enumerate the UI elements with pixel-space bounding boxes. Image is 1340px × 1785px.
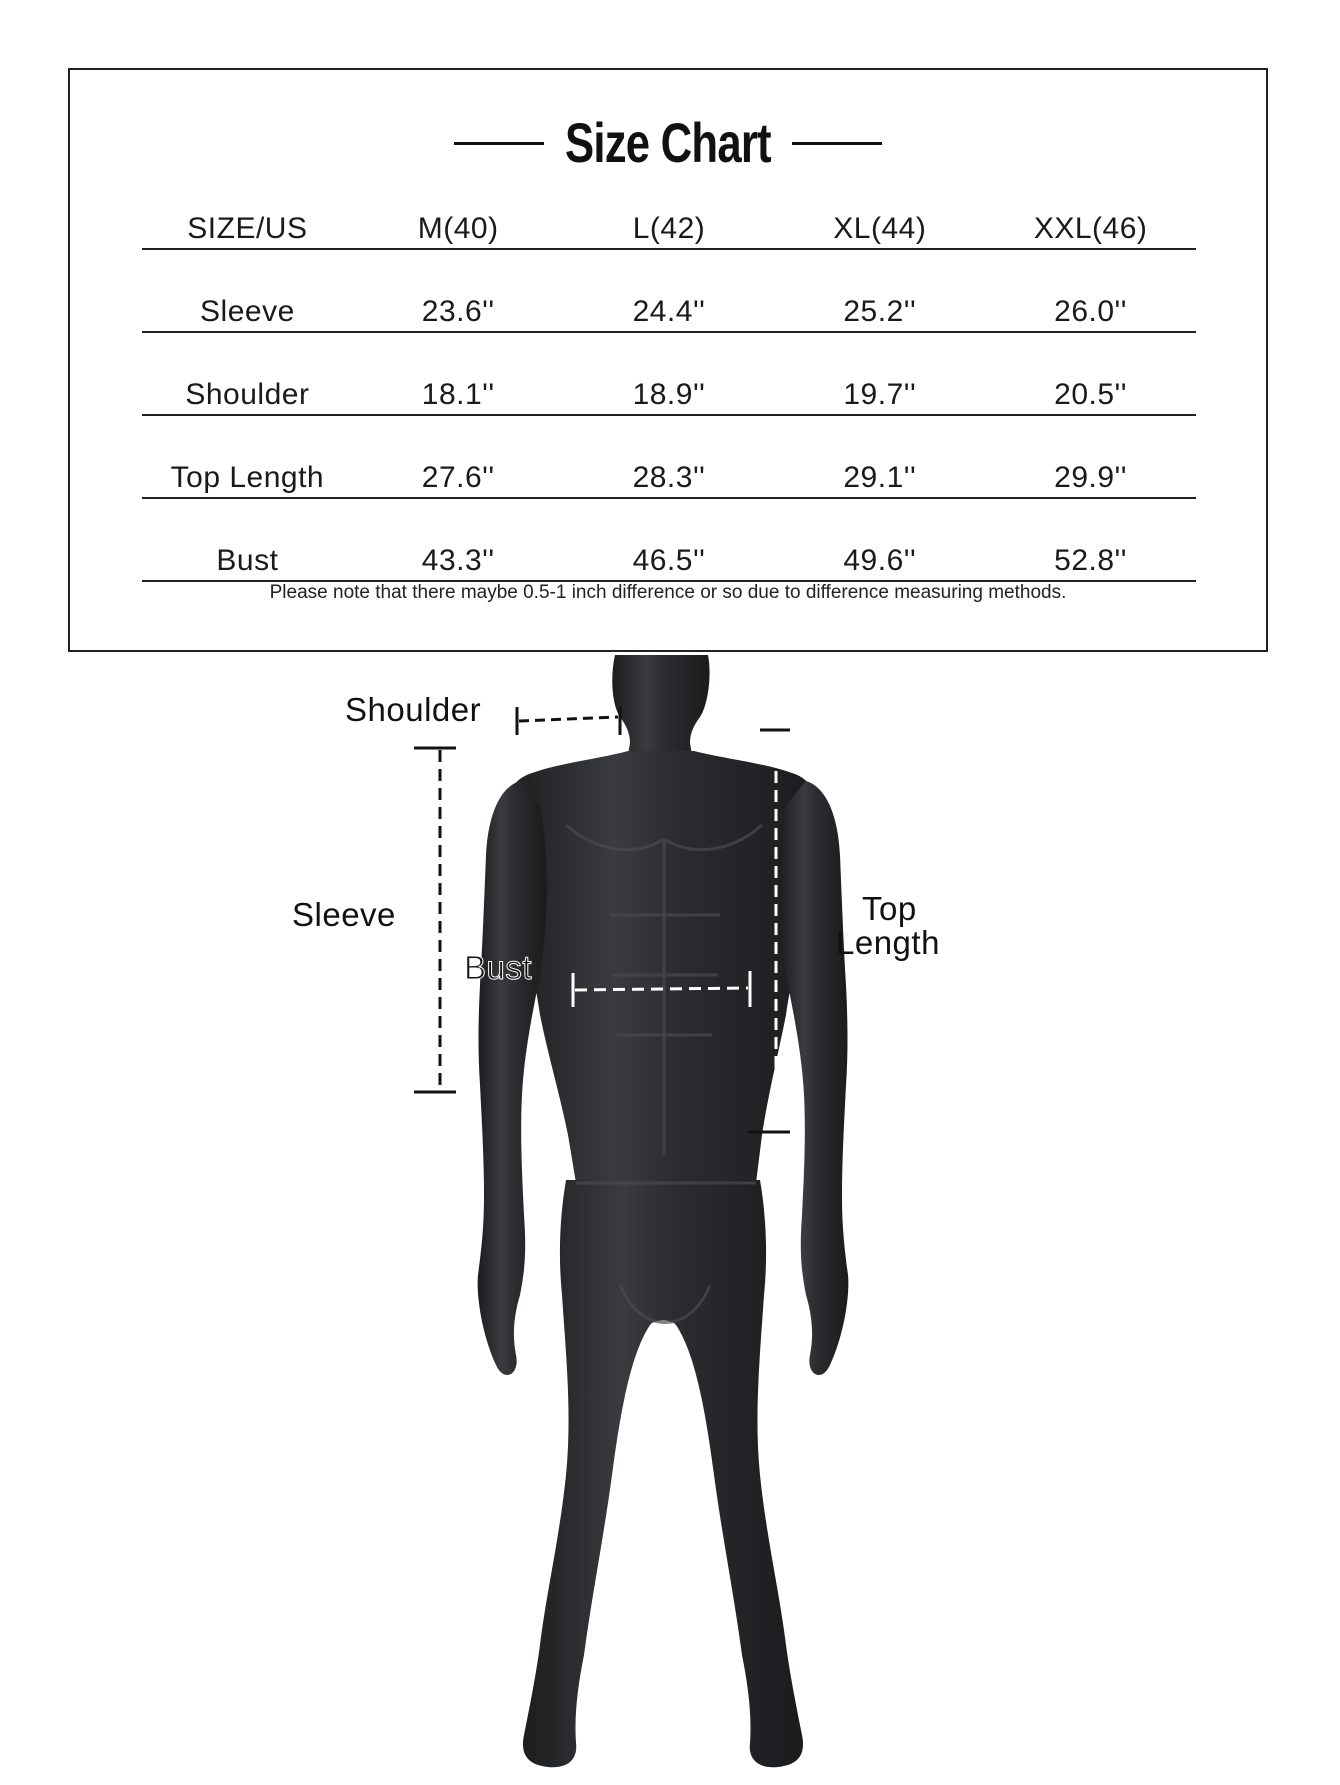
mannequin-figure [0, 655, 1340, 1785]
measurement-note: Please note that there maybe 0.5-1 inch difference or so due to difference measuring methods. [269, 582, 1067, 603]
table-row [142, 249, 1196, 332]
size-chart-title-row [70, 108, 1266, 178]
table-cell: 25.2'' [774, 249, 985, 332]
table-cell: 27.6'' [353, 415, 564, 498]
size-chart-title: Size Chart [565, 111, 771, 174]
row-label-bust: Bust [142, 498, 353, 581]
mannequin-head [612, 655, 709, 755]
header-l: L(42) [564, 198, 775, 249]
table-row [142, 332, 1196, 415]
header-size-us: SIZE/US [142, 198, 353, 249]
size-table-header-row [142, 198, 1196, 249]
row-label-shoulder: Shoulder [142, 332, 353, 415]
mannequin-legs [523, 1180, 803, 1767]
title-rule-right [792, 142, 882, 145]
table-cell: 24.4'' [564, 249, 775, 332]
title-rule-left [454, 142, 544, 145]
label-top-length-line2: Length [836, 924, 940, 961]
mannequin-illustration [0, 655, 1340, 1785]
table-cell: 20.5'' [985, 332, 1196, 415]
header-m: M(40) [353, 198, 564, 249]
size-table [142, 198, 1196, 582]
label-sleeve: Sleeve [292, 896, 396, 933]
header-xl: XL(44) [774, 198, 985, 249]
size-chart-panel [68, 68, 1268, 652]
table-cell: 29.1'' [774, 415, 985, 498]
table-cell: 19.7'' [774, 332, 985, 415]
table-cell: 49.6'' [774, 498, 985, 581]
label-bust: Bust [464, 949, 533, 986]
label-top-length-line1: Top [862, 890, 917, 927]
table-cell: 52.8'' [985, 498, 1196, 581]
mannequin-left-arm [478, 781, 547, 1375]
shoulder-guide-line [519, 717, 618, 721]
table-cell: 29.9'' [985, 415, 1196, 498]
table-cell: 23.6'' [353, 249, 564, 332]
mannequin-right-arm [779, 781, 848, 1375]
table-cell: 26.0'' [985, 249, 1196, 332]
table-cell: 28.3'' [564, 415, 775, 498]
row-label-top-length: Top Length [142, 415, 353, 498]
table-cell: 18.9'' [564, 332, 775, 415]
table-cell: 46.5'' [564, 498, 775, 581]
table-cell: 18.1'' [353, 332, 564, 415]
table-row [142, 415, 1196, 498]
label-shoulder: Shoulder [345, 691, 482, 728]
table-row [142, 498, 1196, 581]
header-xxl: XXL(46) [985, 198, 1196, 249]
row-label-sleeve: Sleeve [142, 249, 353, 332]
table-cell: 43.3'' [353, 498, 564, 581]
mannequin-body [478, 655, 849, 1767]
